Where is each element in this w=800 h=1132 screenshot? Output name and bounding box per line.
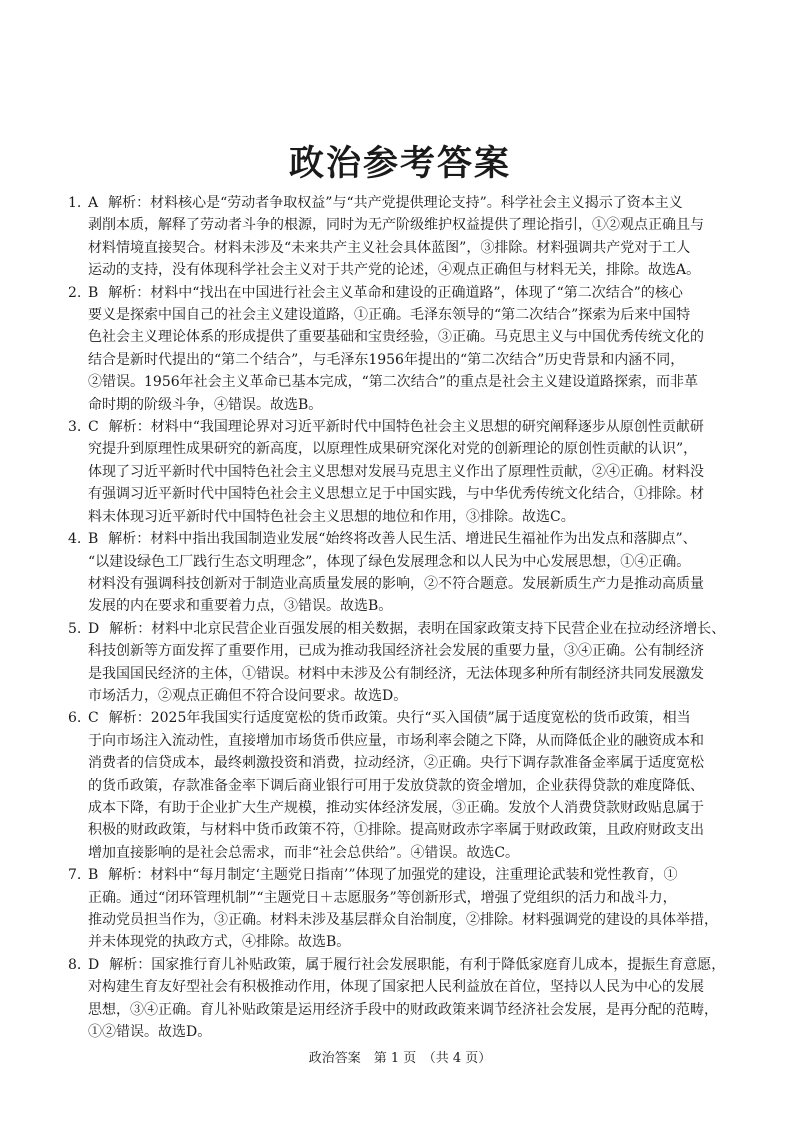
explanation-line	[88, 192, 740, 214]
answer-explanation	[88, 528, 740, 618]
answer-item	[68, 618, 740, 708]
explanation-line	[88, 618, 740, 640]
question-number: 5.	[68, 620, 82, 637]
answer-choice: B	[88, 284, 99, 301]
answer-choice: A	[88, 195, 99, 211]
page-footer: 政治答案 第 1 页 （共 4 页）	[308, 1051, 492, 1066]
question-number: 1.	[68, 195, 82, 211]
explanation-line: 要义是探索中国自己的社会主义建设道路，①正确。毛泽东领导的“第二次结合”探索为后来中国特	[88, 307, 691, 324]
page-title: 政治参考答案	[288, 143, 511, 184]
explanation-line: ②错误。1956年社会主义革命已基本完成，“第二次结合”的重点是社会主义建设道路探索，而非革	[88, 374, 698, 391]
explanation-line: 材料没有强调科技创新对于制造业高质量发展的影响，②不符合题意。发展新质生产力是推动高质量	[88, 575, 704, 592]
explanation-line: 究提升到原理性成果研究的新高度，以原理性成果研究深化对党的创新理论的原创性贡献的认识”，	[88, 441, 698, 458]
explanation-line: 消费者的信贷成本，最终刺激投资和消费，拉动经济，②正确。央行下调存款准备金率属于适度宽松	[88, 755, 704, 772]
explanation-line: 积极的财政政策，与材料中货币政策不符，①排除。提高财政赤字率属于财政政策，且政府财政支出	[88, 822, 704, 839]
explanation-line: 思想，③④正确。育儿补贴政策是运用经济手段中的财政政策来调节经济社会发展，是再分配的范畴，	[88, 1001, 718, 1018]
question-number: 4.	[68, 531, 82, 548]
explanation-line: 结合是新时代提出的“第二个结合”，与毛泽东1956年提出的“第二次结合”历史背景和内涵不同，	[88, 351, 685, 368]
explanation-line: 市场活力，②观点正确但不符合设问要求。故选D。	[88, 687, 408, 704]
answer-choice: C	[88, 419, 99, 436]
question-number: 7.	[68, 867, 82, 884]
answer-item	[68, 416, 740, 528]
explanation-line	[88, 707, 740, 729]
explanation-line: 正确。通过“闭环管理机制”“主题党日＋志愿服务”等创新形式，增强了党组织的活力和战斗力，	[88, 889, 677, 906]
answer-choice: B	[88, 867, 99, 884]
explanation-line: 运动的支持，没有体现科学社会主义对于共产党的论述，④观点正确但与材料无关，排除。故选A。	[88, 262, 701, 279]
answer-explanation	[88, 192, 740, 282]
explanation-line: 科技创新等方面发挥了重要作用，已成为推动我国经济社会发展的重要力量，③④正确。公有制经济	[88, 643, 704, 660]
answer-choice: C	[88, 710, 99, 727]
explanation-line: 对构建生育友好型社会有积极推动作用，体现了国家把人民利益放在首位，坚持以人民为中心的发展	[88, 979, 704, 996]
explanation-text: 解析：国家推行育儿补贴政策，属于履行社会发展职能，有利于降低家庭育儿成本，提振生育意愿，	[109, 956, 726, 973]
answer-item	[68, 864, 740, 954]
explanation-line: 于向市场注入流动性，直接增加市场货币供应量，市场利率会随之下降，从而降低企业的融资成本和	[88, 732, 704, 749]
explanation-line: 剥削本质，解释了劳动者斗争的根源，同时为无产阶级维护权益提供了理论指引，①②观点正确且与	[88, 217, 704, 234]
answer-explanation	[88, 954, 740, 1044]
answer-explanation	[88, 416, 740, 528]
question-number: 2.	[68, 284, 82, 301]
answer-choice: D	[88, 620, 100, 637]
explanation-line: 成本下降，有助于企业扩大生产规模，推动实体经济发展，③正确。发放个人消费贷款财政贴息属于	[88, 799, 704, 816]
explanation-line	[88, 528, 740, 550]
explanation-text: 解析：材料中北京民营企业百强发展的相关数据，表明在国家政策支持下民营企业在拉动经济增长、	[109, 620, 726, 637]
explanation-line: 的货币政策，存款准备金率下调后商业银行可用于发放贷款的资金增加，企业获得贷款的难度降低、	[88, 777, 704, 794]
answer-item	[68, 192, 740, 282]
explanation-line: 命时期的阶级斗争，④错误。故选B。	[88, 396, 323, 413]
explanation-text: 解析：材料中“找出在中国进行社会主义革命和建设的正确道路”，体现了“第二次结合”的核心	[108, 284, 683, 301]
explanation-line: 并未体现党的执政方式，④排除。故选B。	[88, 934, 351, 951]
explanation-line: ①②错误。故选D。	[88, 1024, 212, 1041]
explanation-line	[88, 416, 740, 438]
explanation-text: 解析：材料中“我国理论界对习近平新时代中国特色社会主义思想的研究阐释逐步从原创性贡献研	[108, 419, 704, 436]
explanation-text: 解析：材料中“每月制定‘主题党日指南’”体现了加强党的建设，注重理论武装和党性教育，①	[108, 867, 678, 884]
explanation-line: 色社会主义理论体系的形成提供了重要基础和宝贵经验，③正确。马克思主义与中国优秀传统文化的	[88, 329, 704, 346]
answer-choice: B	[88, 531, 99, 548]
explanation-text: 解析：材料核心是“劳动者争取权益”与“共产党提供理论支持”。科学社会主义揭示了资本主义	[108, 195, 683, 211]
explanation-line: 发展的内在要求和重要着力点，③错误。故选B。	[88, 598, 393, 615]
answer-item	[68, 528, 740, 618]
answer-explanation	[88, 618, 740, 708]
question-number: 6.	[68, 710, 82, 727]
answer-explanation	[88, 707, 740, 864]
explanation-line: 推动党员担当作为，③正确。材料未涉及基层群众自治制度，②排除。材料强调党的建设的具体举措，	[88, 912, 718, 928]
explanation-line	[88, 282, 740, 304]
explanation-line: 体现了习近平新时代中国特色社会主义思想对发展马克思主义作出了原理性贡献，②④正确。材料没	[88, 463, 704, 480]
explanation-line: 有强调习近平新时代中国特色社会主义思想立足于中国实践，与中华优秀传统文化结合，①排除。材	[88, 486, 704, 503]
explanation-line	[88, 864, 740, 886]
question-number: 8.	[68, 956, 82, 973]
answer-item	[68, 707, 740, 864]
answer-explanation	[88, 864, 740, 954]
answer-choice: D	[88, 956, 100, 973]
answer-explanation	[88, 282, 740, 416]
explanation-text: 解析：2025年我国实行适度宽松的货币政策。央行“买入国债”属于适度宽松的货币政策，相当	[108, 710, 691, 727]
explanation-line: 是我国国民经济的主体，①错误。材料中未涉及公有制经济，无法体现多种所有制经济共同发展激发	[88, 665, 704, 682]
answer-item	[68, 282, 740, 416]
explanation-line: “以建设绿色工厂践行生态文明理念”，体现了绿色发展理念和以人民为中心发展思想，①④正确。	[88, 553, 691, 570]
explanation-line: 料未体现习近平新时代中国特色社会主义思想的地位和作用，③排除。故选C。	[88, 508, 575, 525]
explanation-text: 解析：材料中指出我国制造业发展“始终将改善人民生活、增进民生福祉作为出发点和落脚点”、	[108, 531, 697, 548]
explanation-line: 增加直接影响的是社会总需求，而非“社会总供给”。④错误。故选C。	[88, 844, 520, 861]
explanation-line	[88, 954, 740, 976]
answer-list	[68, 192, 740, 1043]
explanation-line: 材料情境直接契合。材料未涉及“未来共产主义社会具体蓝图”，③排除。材料强调共产党对于工人	[88, 239, 691, 256]
question-number: 3.	[68, 419, 82, 436]
answer-item	[68, 954, 740, 1044]
